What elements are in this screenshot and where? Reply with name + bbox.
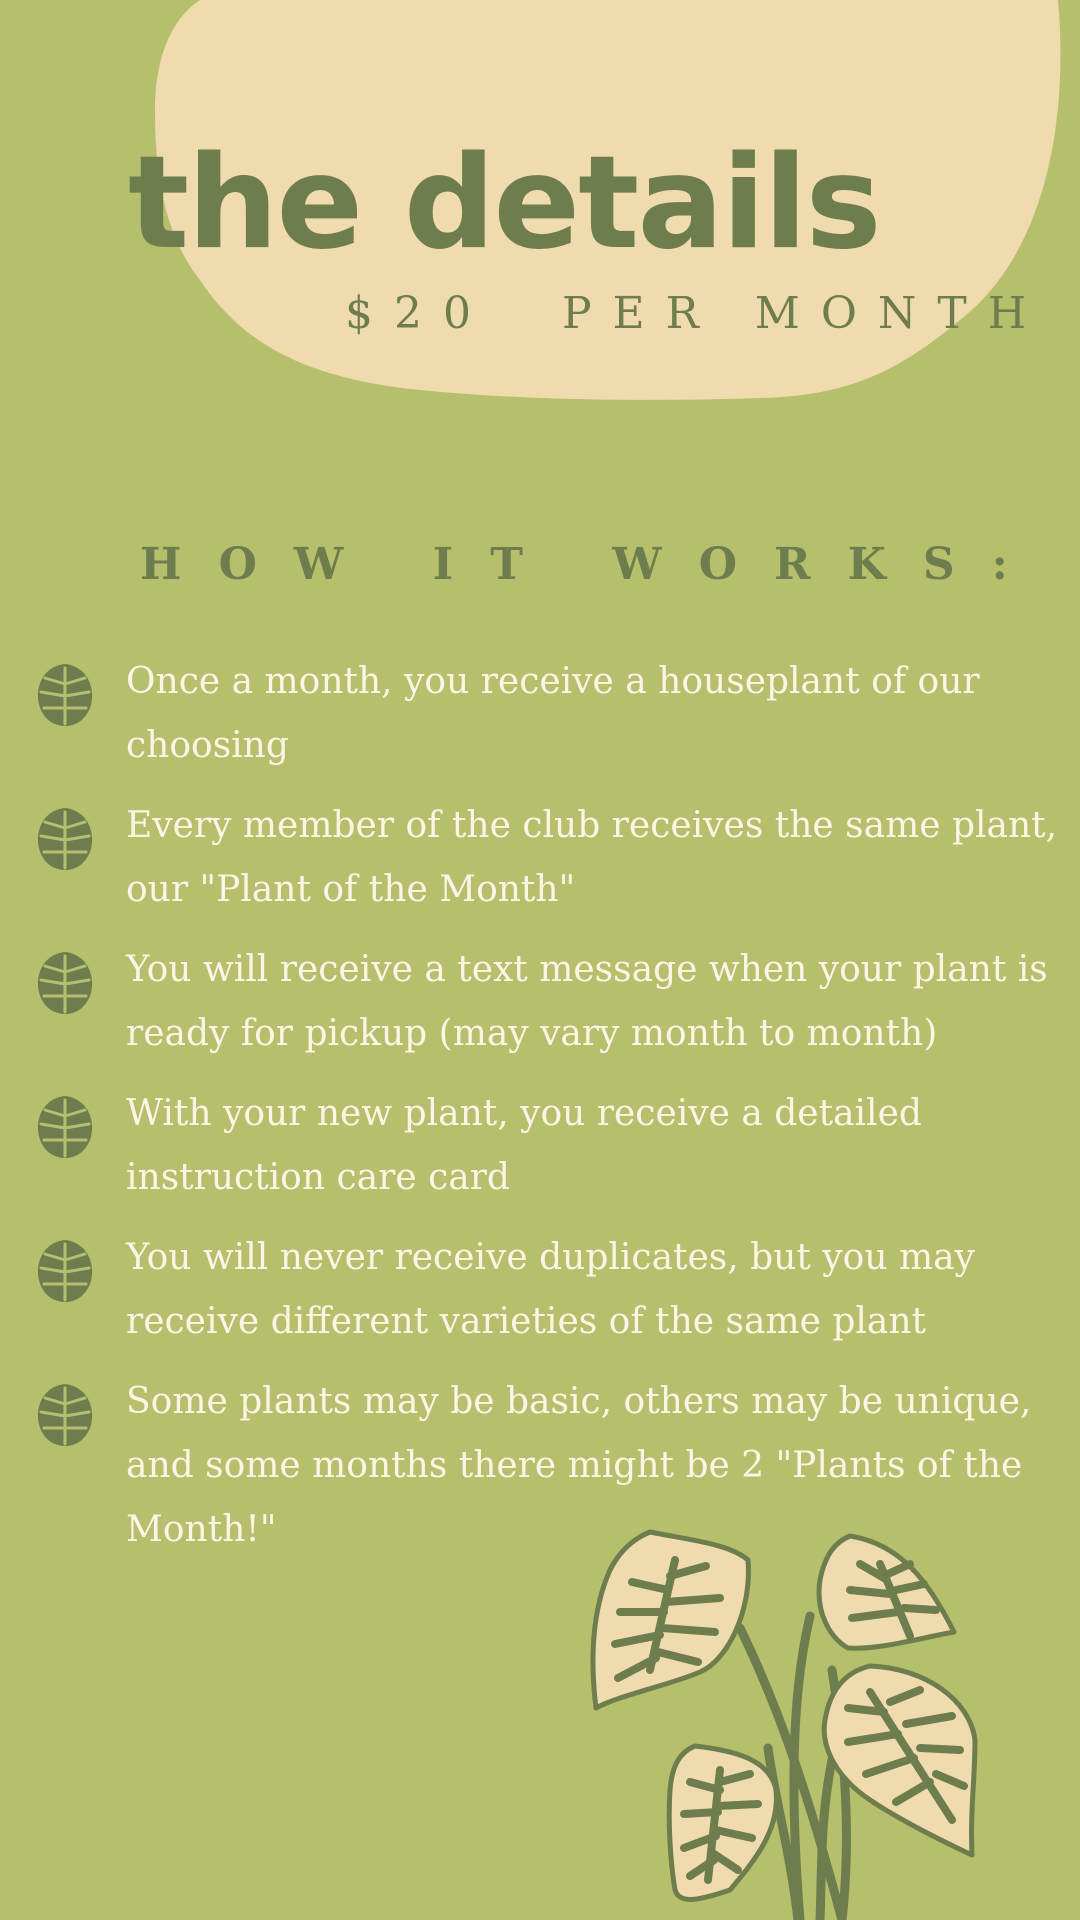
monstera-leaf-icon (36, 1238, 94, 1304)
item-text: Every member of the club receives the same plant, our "Plant of the Month" (126, 805, 1058, 910)
monstera-leaf-icon (36, 662, 94, 728)
monstera-leaf-icon (36, 1382, 94, 1448)
section-heading: HOW IT WORKS: (140, 539, 1045, 590)
monstera-leaf-icon (36, 950, 94, 1016)
price-label: $20 PER MONTH (345, 288, 1048, 339)
item-text: Some plants may be basic, others may be unique, and some months there might be 2 "Plants of the Month!" (126, 1381, 1032, 1550)
item-text: You will never receive duplicates, but you may receive different varieties of the same plant (126, 1237, 975, 1342)
item-text: With your new plant, you receive a detailed instruction care card (126, 1093, 922, 1198)
item-text: Once a month, you receive a houseplant of our choosing (126, 661, 980, 766)
page-title: the details (128, 129, 880, 278)
monstera-leaf-icon (36, 1094, 94, 1160)
item-text: You will receive a text message when your plant is ready for pickup (may vary month to month) (126, 949, 1048, 1054)
caladium-plant-illustration (580, 1520, 1000, 1920)
monstera-leaf-icon (36, 806, 94, 872)
